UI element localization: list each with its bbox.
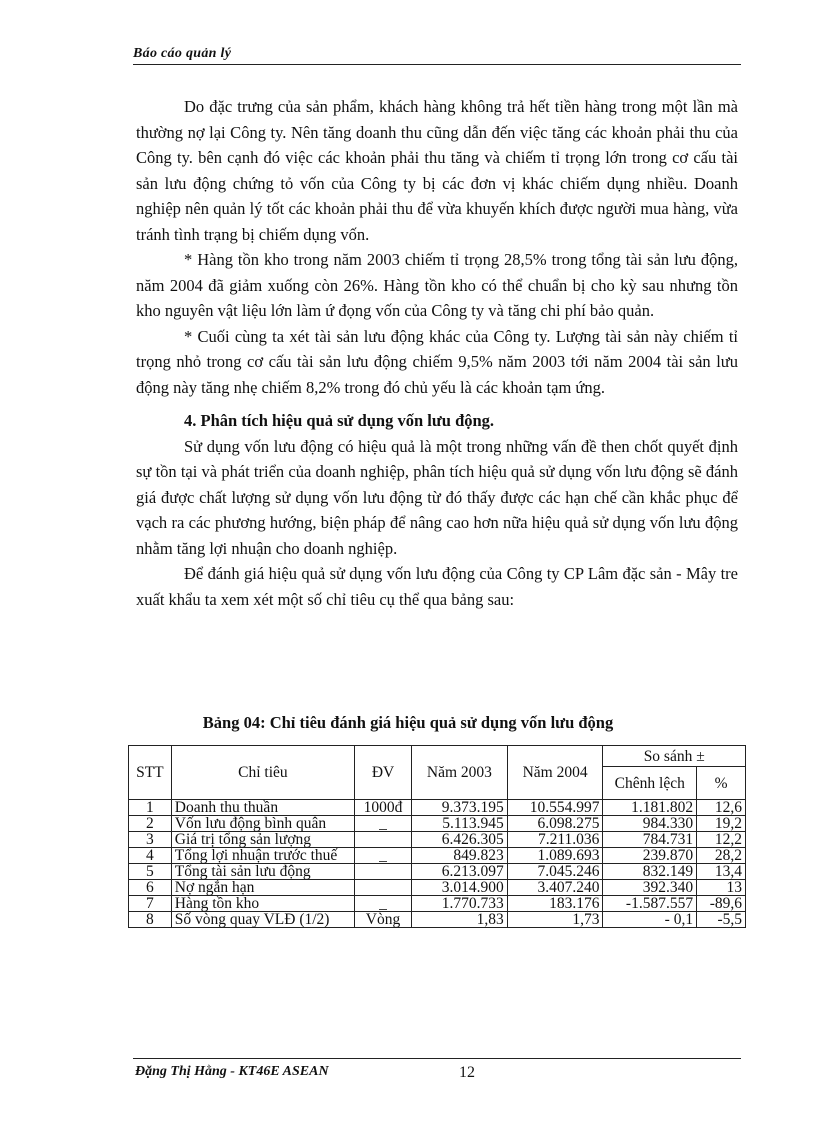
- table-row: [129, 800, 746, 816]
- header-indicator: Chỉ tiêu: [171, 746, 354, 800]
- cell-2004: 3.407.240: [507, 880, 603, 896]
- cell-stt: 3: [129, 832, 172, 848]
- cell-stt: 4: [129, 848, 172, 864]
- table-row: [129, 832, 746, 848]
- paragraph: Do đặc trưng của sản phẩm, khách hàng không trả hết tiền hàng trong một lần mà thường nợ lại Công ty. Nên tăng doanh thu cũng dẫn đến việc tăng các khoản phải thu của Công ty. bên cạnh đó việc các khoản phải thu tăng và chiếm tỉ trọng lớn trong cơ cấu tài sản lưu động chứng tỏ vốn của Công ty bị các đơn vị khác chiếm dụng nhiều. Doanh nghiệp nên quản lý tốt các khoản phải thu để vừa khuyến khích được người mua hàng, vừa tránh tình trạng bị chiếm dụng vốn.: [136, 97, 738, 244]
- cell-indicator: Giá trị tổng sản lượng: [171, 832, 354, 848]
- cell-indicator: Tổng tài sản lưu động: [171, 864, 354, 880]
- header-pct: %: [697, 767, 746, 800]
- cell-2003: 3.014.900: [412, 880, 508, 896]
- cell-pct: 13,4: [697, 864, 746, 880]
- cell-pct: -89,6: [697, 896, 746, 912]
- cell-unit: _: [355, 896, 412, 912]
- cell-stt: 7: [129, 896, 172, 912]
- cell-2003: 849.823: [412, 848, 508, 864]
- cell-pct: 12,6: [697, 800, 746, 816]
- paragraph: Để đánh giá hiệu quả sử dụng vốn lưu động của Công ty CP Lâm đặc sản - Mây tre xuất khẩu ta xem xét một số chỉ tiêu cụ thể qua bảng sau:: [136, 564, 738, 609]
- cell-diff: - 0,1: [603, 912, 697, 928]
- cell-unit: _: [355, 848, 412, 864]
- cell-diff: 784.731: [603, 832, 697, 848]
- cell-unit: [355, 832, 412, 848]
- cell-stt: 2: [129, 816, 172, 832]
- header-rule: [133, 64, 741, 65]
- header-unit: ĐV: [355, 746, 412, 800]
- table-row: [129, 848, 746, 864]
- cell-diff: 984.330: [603, 816, 697, 832]
- cell-2003: 9.373.195: [412, 800, 508, 816]
- cell-unit: 1000đ: [355, 800, 412, 816]
- header-stt: STT: [129, 746, 172, 800]
- cell-pct: -5,5: [697, 912, 746, 928]
- cell-2003: 6.213.097: [412, 864, 508, 880]
- cell-diff: 392.340: [603, 880, 697, 896]
- table-row: [129, 880, 746, 896]
- header-2004: Năm 2004: [507, 746, 603, 800]
- table-row: [129, 912, 746, 928]
- cell-2004: 1.089.693: [507, 848, 603, 864]
- paragraph: * Cuối cùng ta xét tài sản lưu động khác của Công ty. Lượng tài sản này chiếm tỉ trọng nhỏ trong cơ cấu tài sản lưu động chiếm 9,5% năm 2003 tới năm 2004 tài sản lưu động này tăng nhẹ chiếm 8,2% trong đó chủ yếu là các khoản tạm ứng.: [136, 326, 738, 397]
- cell-indicator: Vốn lưu động bình quân: [171, 816, 354, 832]
- cell-2004: 7.045.246: [507, 864, 603, 880]
- paragraph: Sử dụng vốn lưu động có hiệu quả là một trong những vấn đề then chốt quyết định sự tồn tại và phát triển của doanh nghiệp, phân tích hiệu quả sử dụng vốn lưu động sẽ đánh giá được chất lượng sử dụng vốn lưu động từ đó thấy được các hạn chế cần khắc phục để vạch ra các phương hướng, biện pháp để nâng cao hơn nữa hiệu quả sử dụng vốn lưu động nhằm tăng lợi nhuận cho doanh nghiệp.: [136, 436, 738, 558]
- cell-indicator: Hàng tồn kho: [171, 896, 354, 912]
- section-heading: 4. Phân tích hiệu quả sử dụng vốn lưu động.: [184, 411, 495, 430]
- table-row: [129, 864, 746, 880]
- cell-2004: 6.098.275: [507, 816, 603, 832]
- header-diff: Chênh lệch: [603, 767, 697, 800]
- cell-unit: _: [355, 816, 412, 832]
- cell-diff: 239.870: [603, 848, 697, 864]
- cell-diff: 1.181.802: [603, 800, 697, 816]
- cell-2003: 5.113.945: [412, 816, 508, 832]
- cell-2004: 10.554.997: [507, 800, 603, 816]
- cell-diff: -1.587.557: [603, 896, 697, 912]
- table-row: [129, 816, 746, 832]
- cell-2003: 1,83: [412, 912, 508, 928]
- table-row: [129, 896, 746, 912]
- header-2003: Năm 2003: [412, 746, 508, 800]
- cell-indicator: Nợ ngắn hạn: [171, 880, 354, 896]
- cell-pct: 13: [697, 880, 746, 896]
- header-compare: So sánh ±: [603, 746, 746, 767]
- cell-stt: 8: [129, 912, 172, 928]
- body-text: [136, 94, 738, 612]
- cell-2004: 183.176: [507, 896, 603, 912]
- cell-stt: 6: [129, 880, 172, 896]
- cell-2003: 1.770.733: [412, 896, 508, 912]
- cell-pct: 28,2: [697, 848, 746, 864]
- cell-2004: 1,73: [507, 912, 603, 928]
- cell-pct: 12,2: [697, 832, 746, 848]
- table-title: Bảng 04: Chỉ tiêu đánh giá hiệu quả sử dụng vốn lưu động: [202, 713, 614, 732]
- cell-unit: Vòng: [355, 912, 412, 928]
- footer-rule: [133, 1058, 741, 1059]
- cell-2003: 6.426.305: [412, 832, 508, 848]
- cell-pct: 19,2: [697, 816, 746, 832]
- footer-author: Đặng Thị Hằng - KT46E ASEAN: [135, 1064, 329, 1079]
- cell-unit: [355, 880, 412, 896]
- cell-unit: [355, 864, 412, 880]
- cell-stt: 5: [129, 864, 172, 880]
- cell-indicator: Doanh thu thuần: [171, 800, 354, 816]
- page-header-title: Báo cáo quản lý: [133, 46, 232, 61]
- paragraph: * Hàng tồn kho trong năm 2003 chiếm tỉ trọng 28,5% trong tổng tài sản lưu động, năm 2004 đã giảm xuống còn 26%. Hàng tồn kho có thể chuẩn bị cho kỳ sau nhưng tồn kho nguyên vật liệu lớn làm ứ đọng vốn của Công ty và tăng chi phí bảo quản.: [136, 250, 738, 320]
- cell-diff: 832.149: [603, 864, 697, 880]
- cell-stt: 1: [129, 800, 172, 816]
- page-number: 12: [459, 1064, 475, 1081]
- indicator-table: [128, 745, 746, 928]
- cell-indicator: Tổng lợi nhuận trước thuế: [171, 848, 354, 864]
- cell-2004: 7.211.036: [507, 832, 603, 848]
- cell-indicator: Số vòng quay VLĐ (1/2): [171, 912, 354, 928]
